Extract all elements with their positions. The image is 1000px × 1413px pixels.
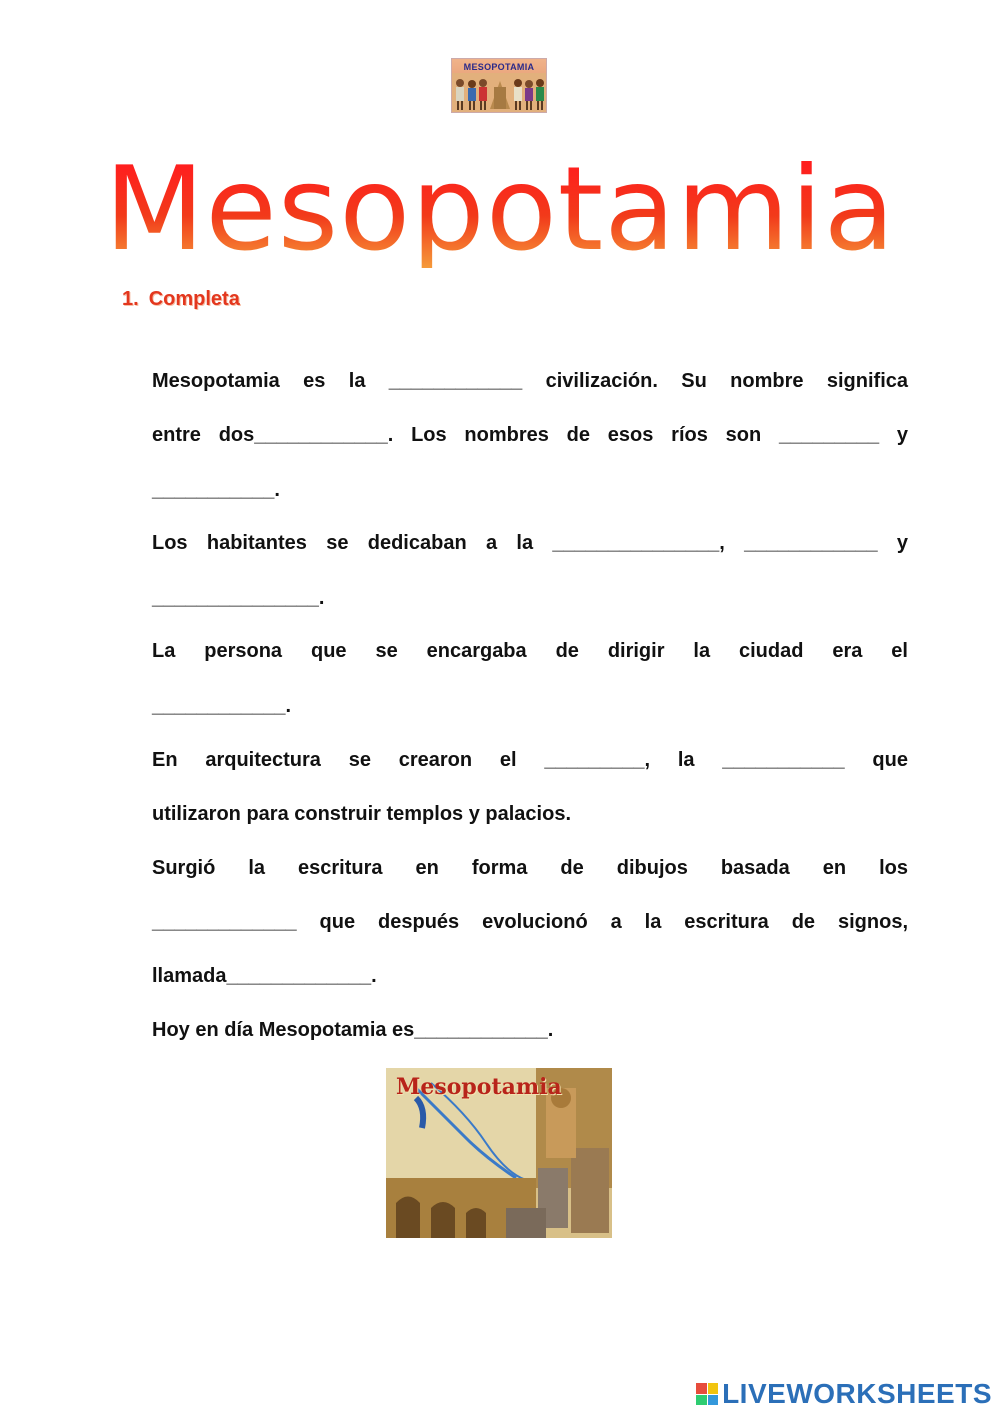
- section-number: 1.: [122, 288, 139, 310]
- exercise-line[interactable]: ____________.: [152, 695, 292, 717]
- map-title: Mesopotamia: [396, 1074, 562, 1100]
- liveworksheets-logo-icon: [696, 1383, 718, 1405]
- exercise-line: La persona que se encargaba de dirigir la ciudad era el: [152, 640, 908, 662]
- brand-text: LIVEWORKSHEETS: [722, 1378, 992, 1409]
- banner-label: MESOPOTAMIA: [463, 62, 535, 72]
- section-heading: [122, 288, 240, 311]
- exercise-line[interactable]: Mesopotamia es la ____________ civilización. Su nombre significa: [152, 370, 908, 392]
- exercise-line[interactable]: En arquitectura se crearon el _________, la ___________ que: [152, 749, 908, 771]
- exercise-line[interactable]: _____________ que después evolucionó a la escritura de signos,: [152, 911, 908, 933]
- header-banner-image: [451, 58, 547, 113]
- exercise-line: utilizaron para construir templos y palacios.: [152, 803, 571, 825]
- liveworksheets-brand[interactable]: [696, 1378, 992, 1410]
- exercise-line[interactable]: Los habitantes se dedicaban a la _______________, ____________ y: [152, 532, 908, 554]
- exercise-line: Surgió la escritura en forma de dibujos basada en los: [152, 857, 908, 879]
- section-label: Completa: [148, 288, 240, 310]
- exercise-line[interactable]: ___________.: [152, 479, 280, 501]
- exercise-line[interactable]: llamada_____________.: [152, 965, 377, 987]
- mesopotamia-map-image: [386, 1068, 612, 1238]
- exercise-line[interactable]: Hoy en día Mesopotamia es____________.: [152, 1019, 554, 1041]
- page-title: Mesopotamia: [0, 152, 1000, 268]
- exercise-line[interactable]: _______________.: [152, 587, 325, 609]
- exercise-line[interactable]: entre dos____________. Los nombres de esos ríos son _________ y: [152, 424, 908, 446]
